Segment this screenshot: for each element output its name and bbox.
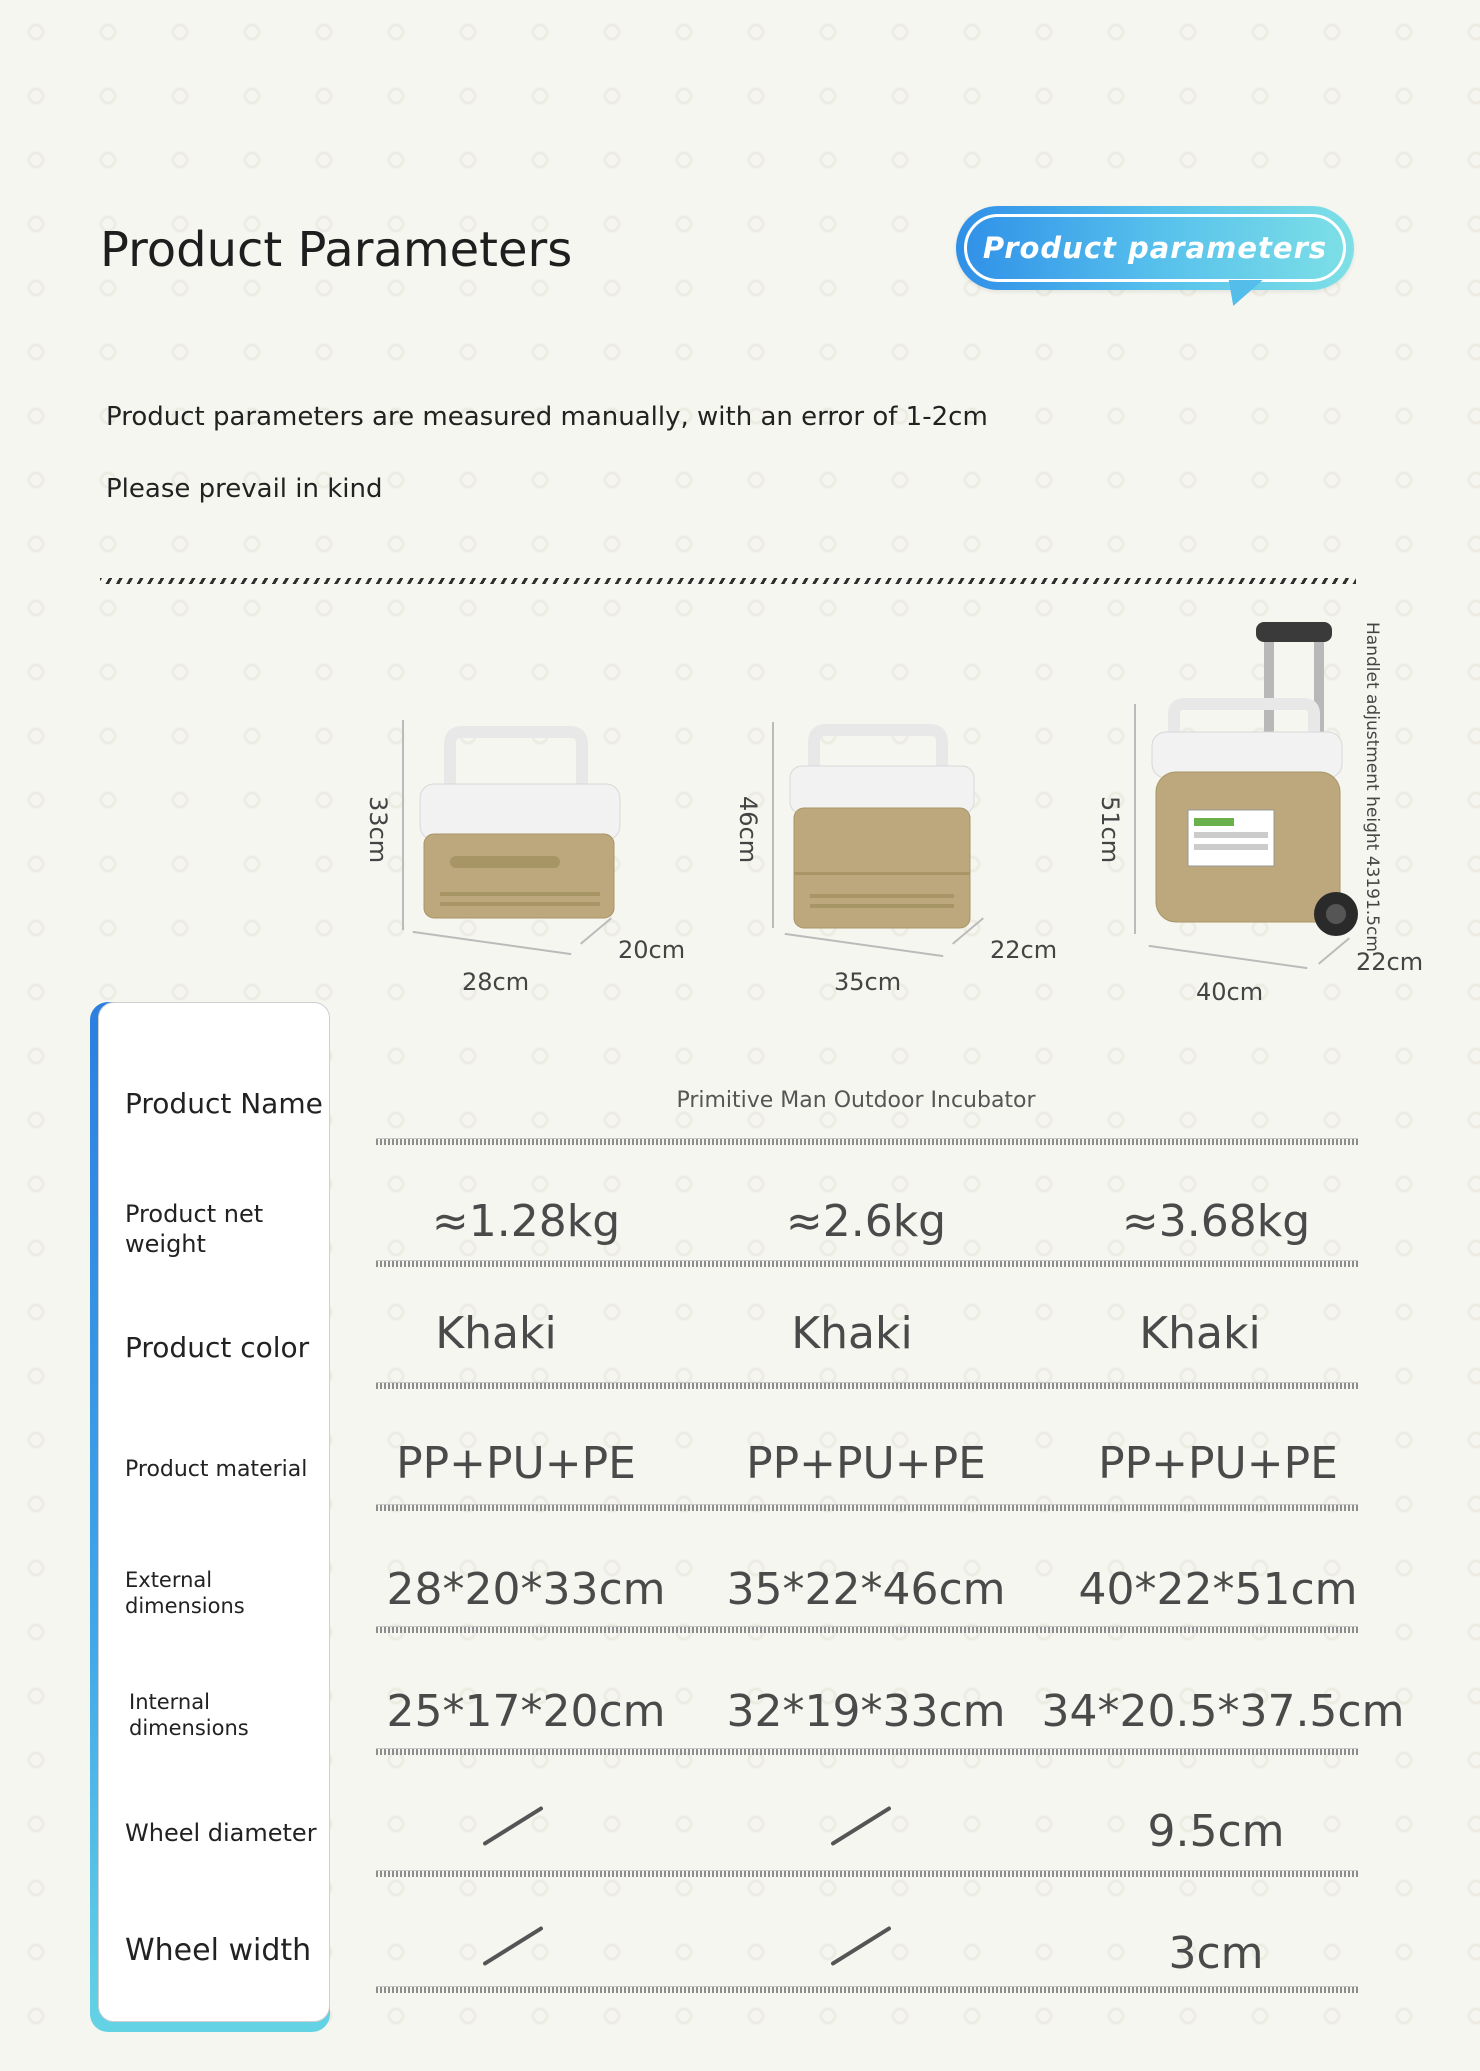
product-1-width: 28cm bbox=[462, 968, 530, 996]
measurement-note: Product parameters are measured manually, with an error of 1-2cm bbox=[106, 402, 988, 432]
section-badge bbox=[956, 206, 1354, 290]
weight-1: ≈1.28kg bbox=[431, 1196, 621, 1247]
wheel-width-3: 3cm bbox=[1168, 1928, 1264, 1979]
product-3-height: 51cm bbox=[1096, 796, 1124, 864]
divider bbox=[100, 578, 1356, 584]
label-material: Product material bbox=[125, 1457, 308, 1482]
row-divider bbox=[376, 1986, 1358, 1993]
row-divider bbox=[376, 1138, 1358, 1145]
external-3: 40*22*51cm bbox=[1078, 1564, 1358, 1615]
row-divider bbox=[376, 1870, 1358, 1877]
not-applicable-slash bbox=[482, 1926, 543, 1966]
internal-3: 34*20.5*37.5cm bbox=[1041, 1686, 1405, 1737]
color-3: Khaki bbox=[1139, 1308, 1261, 1359]
product-3-width: 40cm bbox=[1196, 978, 1264, 1006]
material-1: PP+PU+PE bbox=[396, 1438, 636, 1489]
cooler-small-image bbox=[410, 724, 630, 944]
label-panel bbox=[90, 1002, 330, 2032]
product-2-height: 46cm bbox=[734, 796, 762, 864]
label-wheel-diameter: Wheel diameter bbox=[125, 1819, 317, 1847]
label-external-dimensions: External dimensions bbox=[125, 1568, 245, 1618]
row-divider bbox=[376, 1260, 1358, 1267]
badge-label: Product parameters bbox=[964, 214, 1346, 282]
material-3: PP+PU+PE bbox=[1098, 1438, 1338, 1489]
product-name-value: Primitive Man Outdoor Incubator bbox=[676, 1088, 1036, 1113]
label-internal-dimensions: Internal dimensions bbox=[129, 1690, 249, 1740]
not-applicable-slash bbox=[830, 1926, 891, 1966]
row-divider bbox=[376, 1382, 1358, 1389]
cooler-medium-image bbox=[780, 724, 1000, 944]
internal-1: 25*17*20cm bbox=[386, 1686, 666, 1737]
external-1: 28*20*33cm bbox=[386, 1564, 666, 1615]
height-guide-1 bbox=[402, 720, 404, 930]
badge-tail bbox=[1219, 280, 1262, 306]
not-applicable-slash bbox=[830, 1806, 891, 1846]
label-net-weight: Product net weight bbox=[125, 1200, 264, 1258]
row-divider bbox=[376, 1504, 1358, 1511]
product-2-depth: 22cm bbox=[990, 936, 1058, 964]
row-divider bbox=[376, 1626, 1358, 1633]
page-title: Product Parameters bbox=[100, 222, 573, 278]
weight-2: ≈2.6kg bbox=[785, 1196, 947, 1247]
product-1-depth: 20cm bbox=[618, 936, 686, 964]
product-2-width: 35cm bbox=[834, 968, 902, 996]
weight-3: ≈3.68kg bbox=[1121, 1196, 1311, 1247]
internal-2: 32*19*33cm bbox=[726, 1686, 1006, 1737]
prevail-note: Please prevail in kind bbox=[106, 474, 383, 504]
product-1-height: 33cm bbox=[364, 796, 392, 864]
height-guide-2 bbox=[772, 722, 774, 928]
row-divider bbox=[376, 1748, 1358, 1755]
color-1: Khaki bbox=[435, 1308, 557, 1359]
external-2: 35*22*46cm bbox=[726, 1564, 1006, 1615]
handle-adjustment-note: Handlet adjustment height 43191.5cm bbox=[1362, 622, 1382, 952]
product-3-depth: 22cm bbox=[1356, 948, 1424, 976]
label-product-name: Product Name bbox=[125, 1087, 323, 1120]
cooler-wheeled-image bbox=[1144, 614, 1374, 954]
wheel-diameter-3: 9.5cm bbox=[1147, 1806, 1285, 1857]
material-2: PP+PU+PE bbox=[746, 1438, 986, 1489]
not-applicable-slash bbox=[482, 1806, 543, 1846]
label-color: Product color bbox=[125, 1331, 310, 1364]
label-wheel-width: Wheel width bbox=[125, 1933, 312, 1968]
height-guide-3 bbox=[1134, 704, 1136, 934]
label-card bbox=[98, 1002, 330, 2022]
color-2: Khaki bbox=[791, 1308, 913, 1359]
